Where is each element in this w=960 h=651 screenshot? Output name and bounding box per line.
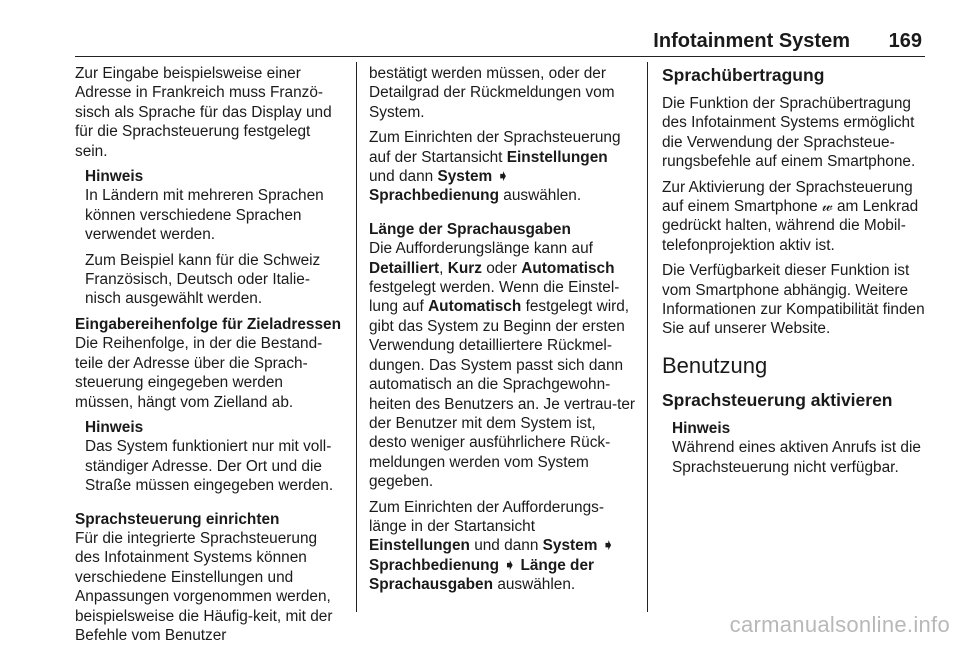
column-divider-2 [647, 62, 648, 612]
note-title: Hinweis [85, 418, 144, 436]
voice-passthrough-paragraph: Die Funktion der Sprachübertragung des Infotainment Systems ermöglicht die Verwendung der Sprachsteue-rungsbefehle auf einem Smartphone. [662, 95, 916, 171]
text-run: Zur Aktivierung der Sprachsteuerung auf einem Smartphone [662, 178, 913, 216]
option-detailliert: Detailliert [369, 259, 440, 277]
menu-system: System [437, 168, 493, 186]
heading-activate-voice: Sprachsteuerung aktivieren [662, 389, 893, 410]
prompt-length-paragraph [369, 239, 637, 491]
arrow-icon: ➧ [601, 537, 615, 555]
text-run: auswählen. [497, 576, 576, 594]
text-run: und dann [369, 168, 434, 186]
text-run: und dann [474, 537, 539, 555]
page-header-title: Infotainment System [653, 30, 850, 52]
text-run: Zum Einrichten der Sprachsteuerung auf der Startansicht [369, 129, 621, 166]
availability-paragraph: Die Verfügbarkeit dieser Funktion ist vom Smartphone abhängig. Weitere Informationen zur Kompatibilität finden Sie auf unserer Website. [662, 262, 925, 338]
option-automatisch: Automatisch [428, 298, 522, 316]
note-box-2 [75, 418, 345, 496]
page-number: 169 [888, 30, 922, 52]
menu-einstellungen: Einstellungen [369, 537, 470, 555]
option-automatisch: Automatisch [521, 259, 615, 277]
menu-einstellungen: Einstellungen [506, 148, 608, 166]
note-box-3 [662, 419, 930, 477]
note-text: Zum Beispiel kann für die Schweiz Französisch, Deutsch oder Italie-nisch ausgewählt werden. [85, 251, 321, 308]
address-order-paragraph: Die Reihenfolge, in der die Bestand-teile der Adresse über die Sprach-steuerung eingegeben werden müssen, hängt vom Zielland ab. [75, 335, 323, 411]
heading-setup-voice: Sprachsteuerung einrichten [75, 510, 280, 528]
header-rule [75, 56, 925, 57]
column-2 [369, 64, 637, 601]
text-run: festgelegt werden. Wenn die Einstel-lung auf [369, 279, 620, 316]
text-run: oder [486, 259, 517, 277]
column-divider-1 [356, 62, 357, 612]
menu-system: System [542, 537, 598, 555]
continuation-paragraph: bestätigt werden müssen, oder der Detailgrad der Rückmeldungen vom System. [369, 65, 615, 121]
intro-paragraph: Zur Eingabe beispielsweise einer Adresse in Frankreich muss Franzö-sisch als Sprache für das Display und für die Sprachsteuerung festgelegt sein. [75, 65, 332, 160]
heading-prompt-length: Länge der Sprachausgaben [369, 220, 571, 238]
note-title: Hinweis [85, 168, 144, 186]
note-title: Hinweis [672, 419, 731, 437]
text-run: , [439, 259, 444, 277]
text-run: festgelegt wird, gibt das System zu Beginn der ersten Verwendung detailliertere Rückmel-dungen. Das System passt sich dann automatisch an die Sprachgewohn-heiten des Benutzers an. Je vertrau-ter der Benutzer mit dem System ist, desto weniger ausführlichere Rück-meldungen werden vom System gegeben. [369, 298, 636, 491]
voice-command-icon: 𝓌 [822, 198, 833, 216]
text-run: auswählen. [503, 187, 582, 205]
arrow-icon: ➧ [496, 168, 510, 186]
note-text: Das System funktioniert nur mit voll-ständiger Adresse. Der Ort und die Straße müssen eingegeben werden. [85, 438, 334, 495]
note-text: In Ländern mit mehreren Sprachen können verschiedene Sprachen verwendet werden. [85, 187, 324, 244]
heading-voice-passthrough: Sprachübertragung [662, 65, 825, 85]
prompt-length-setup-paragraph [369, 498, 637, 595]
text-run: Zum Einrichten der Aufforderungs-länge in der Startansicht [369, 498, 604, 535]
option-kurz: Kurz [447, 259, 482, 277]
note-box-1 [75, 167, 345, 309]
watermark: carmanualsonline.info [729, 612, 950, 637]
menu-sprachbedienung: Sprachbedienung [369, 187, 499, 205]
voice-activation-paragraph [662, 178, 930, 256]
section-title-benutzung: Benutzung [662, 352, 768, 378]
heading-address-order: Eingabereihenfolge für Zieladressen [75, 315, 341, 333]
column-1 [75, 64, 345, 651]
menu-laenge-sprachausgaben: Länge der Sprachausgaben [369, 556, 595, 594]
note-text: Während eines aktiven Anrufs ist die Sprachsteuerung nicht verfügbar. [672, 439, 921, 476]
setup-voice-paragraph: Für die integrierte Sprachsteuerung des Infotainment Systems können verschiedene Einstellungen und Anpassungen vorgenommen werden, beispielsweise die Häufig-keit, mit der Befehle vom Benutzer [75, 529, 333, 644]
menu-sprachbedienung: Sprachbedienung [369, 556, 499, 574]
column-3 [662, 64, 930, 483]
text-run: am Lenkrad gedrückt halten, während die Mobil-telefonprojektion aktiv ist. [662, 198, 919, 254]
setup-instructions-paragraph [369, 128, 637, 206]
arrow-icon: ➧ [503, 556, 517, 574]
text-run: Die Aufforderungslänge kann auf [369, 240, 593, 258]
